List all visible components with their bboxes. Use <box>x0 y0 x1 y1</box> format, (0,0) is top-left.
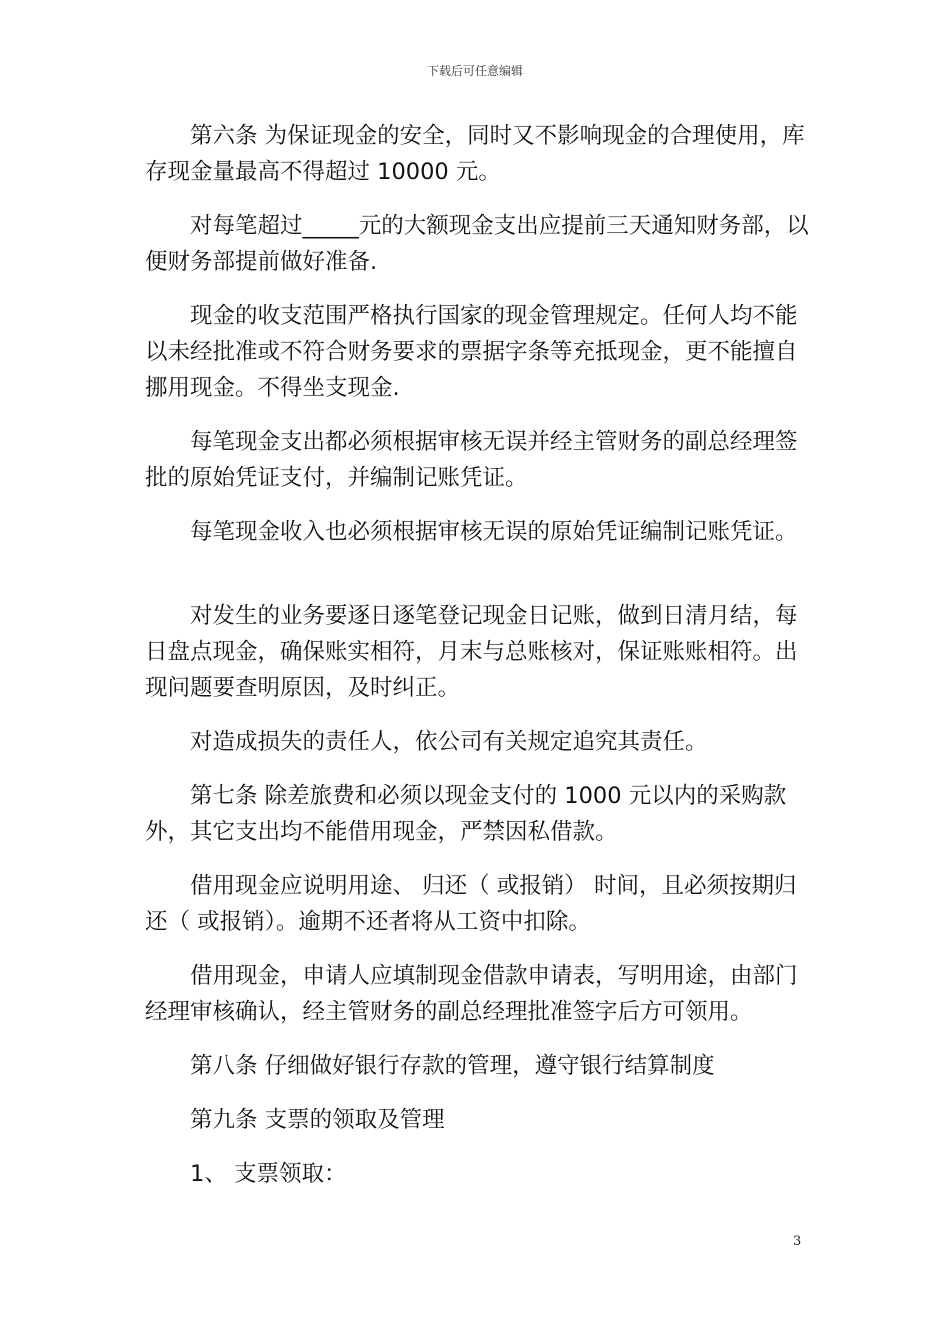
paragraph-article-6: 第六条 为保证现金的安全，同时又不影响现金的合理使用，库存现金量最高不得超过 10000 元。 <box>145 123 805 185</box>
paragraph-cash-income: 每笔现金收入也必须根据审核无误的原始凭证编制记账凭证。 <box>190 519 798 545</box>
paragraph-article-9: 第九条 支票的领取及管理 <box>190 1107 445 1133</box>
page-header: 下载后可任意编辑 <box>426 64 523 78</box>
paragraph-daily-journal: 对发生的业务要逐日逐笔登记现金日记账，做到日清月结，每日盘点现金，确保账实相符，月末与总账核对，保证账账相符。出现问题要查明原因，及时纠正。 <box>145 603 798 701</box>
document-body <box>145 118 815 1192</box>
paragraph-large-expense-notice: 对每笔超过_____元的大额现金支出应提前三天通知财务部，以便财务部提前做好准备. <box>145 213 809 275</box>
paragraph-cash-expenditure: 每笔现金支出都必须根据审核无误并经主管财务的副总经理签批的原始凭证支付，并编制记账凭证。 <box>145 429 798 491</box>
paragraph-borrowing-application: 借用现金，申请人应填制现金借款申请表，写明用途，由部门经理审核确认，经主管财务的副总经理批准签字后方可领用。 <box>145 963 798 1025</box>
paragraph-article-8: 第八条 仔细做好银行存款的管理，遵守银行结算制度 <box>190 1053 715 1079</box>
page-number: 3 <box>793 1234 802 1249</box>
paragraph-cash-scope: 现金的收支范围严格执行国家的现金管理规定。任何人均不能以未经批准或不符合财务要求的票据字条等充抵现金，更不能擅自挪用现金。不得坐支现金. <box>145 303 798 401</box>
paragraph-responsibility: 对造成损失的责任人，依公司有关规定追究其责任。 <box>190 729 708 755</box>
paragraph-borrowing-purpose: 借用现金应说明用途、 归还（ 或报销） 时间，且必须按期归还（ 或报销）。逾期不还者将从工资中扣除。 <box>145 873 797 935</box>
paragraph-cheque-collection: 1、 支票领取： <box>190 1161 347 1187</box>
paragraph-article-7: 第七条 除差旅费和必须以现金支付的 1000 元以内的采购款外，其它支出均不能借用现金，严禁因私借款。 <box>145 783 787 845</box>
